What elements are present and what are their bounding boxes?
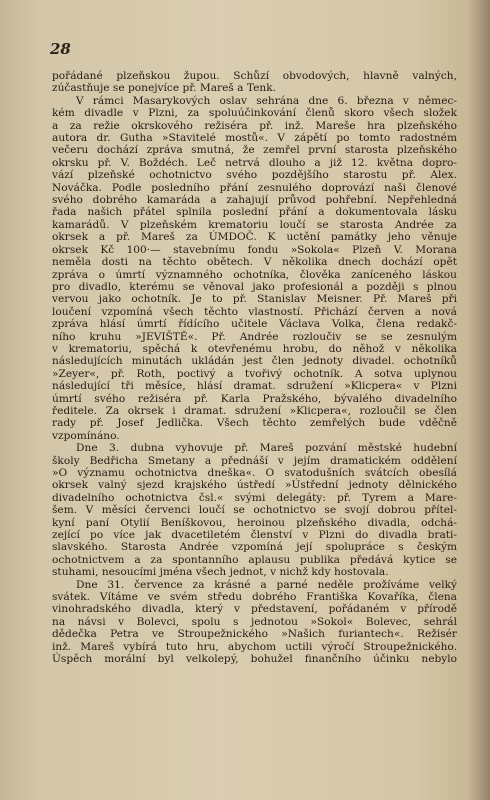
body-text <box>52 70 457 666</box>
text-line: kyní paní Otylií Beníškovou, heroinou plzeňského divadla, odchá- <box>52 516 457 529</box>
text-line: okrsek a př. Mareš za ÚMDOČ. K uctění památky jeho věnuje <box>52 231 457 244</box>
text-line: vervou jako ochotník. Je to př. Stanislav Meisner. Př. Mareš při <box>52 293 457 306</box>
text-line: vází plzeňské ochotnictvo svého pozdějšího starostu př. Alex. <box>52 169 457 182</box>
text-line: zející po více jak dvacetiletém členství v Plzni do divadla brati- <box>52 529 457 542</box>
page-number: 28 <box>50 40 71 58</box>
text-line: večeru dochází zpráva smutná, že zemřel první starosta plzeňského <box>52 144 457 157</box>
text-line: v krematoriu, spěchá k otevřenému hrobu, do něhož v několika <box>52 342 457 355</box>
text-line: loučení vzpomíná všech těchto vlastností. Přichází červen a nová <box>52 305 457 318</box>
text-line: svého dobrého kamaráda a zahajují průvod pohřební. Nepřehledná <box>52 194 457 207</box>
text-line: kamarádů. V plzeňském krematoriu loučí se starosta Andrée za <box>52 218 457 231</box>
text-line: zúčastňuje se ponejvíce př. Mareš a Tenk. <box>52 82 276 95</box>
text-line: Dne 3. dubna vyhovuje př. Mareš pozvání městské hudební <box>76 442 457 455</box>
text-line: svátek. Vítáme ve svém středu dobrého Františka Kovaříka, člena <box>52 591 457 604</box>
text-line: řada našich přátel splnila poslední přání a dokumentovala lásku <box>52 206 457 219</box>
text-line: šem. V měsíci červenci loučí se ochotnictvo se svojí dobrou přítel- <box>52 504 457 517</box>
text-line: slavského. Starosta Andrée vzpomíná její spolupráce s českým <box>52 541 457 554</box>
text-line: zpráva hlásí úmrtí řídícího učitele Václava Volka, člena redakč- <box>52 318 457 331</box>
text-line: okrsku př. V. Boždéch. Leč netrvá dlouho a již 12. května dopro- <box>52 156 457 169</box>
text-line: úmrtí svého režiséra př. Karla Pražského, bývalého divadelního <box>52 392 457 405</box>
text-line: ředitele. Za okrsek i dramat. sdružení »Klicpera«, rozloučil se člen <box>52 404 457 417</box>
text-line: stuhami, nesoucími jména všech jednot, v nichž kdy hostovala. <box>52 566 389 579</box>
text-line: okrsek valný sjezd krajského ústředí »Ústřední jednoty dělnického <box>52 479 457 492</box>
text-line: V rámci Masarykových oslav sehrána dne 6. března v němec- <box>76 94 457 107</box>
text-line: vzpomínáno. <box>52 429 120 442</box>
text-line: na návsi v Bolevci, spolu s jednotou »Sokol« Bolevec, sehrál <box>52 615 457 628</box>
text-line: Nováčka. Podle posledního přání zesnulého doprovází naši členové <box>52 181 457 194</box>
text-line: »O významu ochotnictva dneška«. O svatodušních svátcích obesílá <box>52 467 457 479</box>
text-line: ochotnictvem a za spontanního aplausu publika předává kytice se <box>52 553 457 566</box>
text-line: dědečka Petra ve Stroupežnického »Našich furiantech«. Režisér <box>52 628 457 641</box>
text-line: Úspěch morální byl velkolepý, bohužel finančního účinku nebylo <box>52 653 457 666</box>
text-line: Dne 31. července za krásné a parné neděle prožíváme velký <box>76 578 457 591</box>
text-line: a za režie okrskového režiséra př. inž. Mareše hra plzeňského <box>52 119 457 132</box>
text-line: vinohradského divadla, který v představení, pořádaném v přírodě <box>52 603 457 616</box>
text-line: neměla dosti na těchto obětech. V několika dnech dochází opět <box>52 256 457 269</box>
text-line: autora dr. Gutha »Stavitelé mostů«. V zápětí po tomto radostném <box>52 132 457 145</box>
text-line: pro divadlo, kterému se věnoval jako profesionál a později s plnou <box>52 280 457 293</box>
text-line: školy Bedřicha Smetany a přednáší v jejím dramatickém oddělení <box>52 454 457 467</box>
text-line: »Zeyer«, př. Roth, poctivý a tvořivý ochotník. A sotva uplynou <box>52 367 457 380</box>
text-line: inž. Mareš vybírá tuto hru, abychom uctili výročí Stroupežnického. <box>52 640 457 653</box>
text-line: rady př. Josef Jedlička. Všech těchto zemřelých bude vděčně <box>52 417 457 430</box>
text-line: ního kruhu »JEVIŠTĚ«. Př. Andrée rozloučiv se se zesnulým <box>52 330 457 343</box>
text-line: kém divadle v Plzni, za spoluúčinkování členů skoro všech složek <box>52 107 457 120</box>
text-line: pořádané plzeňskou župou. Schůzí obvodových, hlavně valných, <box>52 70 457 82</box>
text-line: následujících minutách ukládán jest člen jednoty divadel. ochotníků <box>52 355 457 368</box>
text-line: zpráva o úmrtí významného ochotníka, člověka zaníceného láskou <box>52 268 457 281</box>
text-line: okrsek Kč 100·— stavebnímu fondu »Sokola« Plzeň V. Morana <box>52 243 457 256</box>
text-line: divadelního ochotnictva čsl.« svými delegáty: př. Tyrem a Mare- <box>52 491 457 504</box>
text-line: následující tři měsíce, hlásí dramat. sdružení »Klicpera« v Plzni <box>52 380 457 393</box>
